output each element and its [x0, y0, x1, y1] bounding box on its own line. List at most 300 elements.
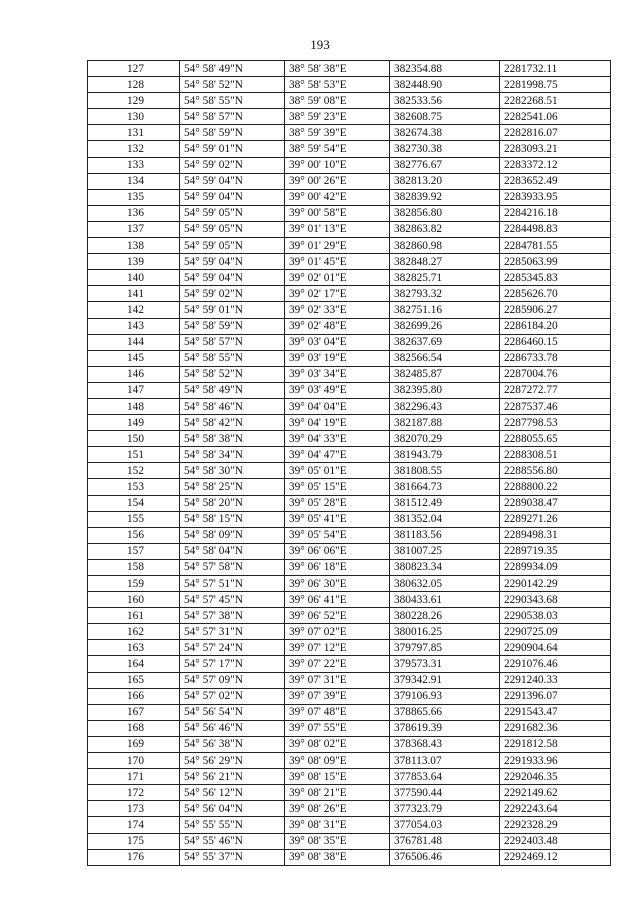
x-coordinate-cell: 378619.39 [390, 720, 500, 736]
latitude-cell: 54° 57' 09"N [180, 672, 285, 688]
y-coordinate-cell: 2290904.64 [500, 640, 611, 656]
latitude-cell: 54° 55' 46"N [180, 833, 285, 849]
point-number-cell: 159 [88, 576, 180, 592]
point-number-cell: 151 [88, 447, 180, 463]
latitude-cell: 54° 59' 05"N [180, 238, 285, 254]
x-coordinate-cell: 382187.88 [390, 415, 500, 431]
table-row [88, 753, 611, 769]
point-number-cell: 142 [88, 302, 180, 318]
latitude-cell: 54° 58' 55"N [180, 93, 285, 109]
table-row [88, 527, 611, 543]
latitude-cell: 54° 59' 04"N [180, 254, 285, 270]
x-coordinate-cell: 382848.27 [390, 254, 500, 270]
longitude-cell: 38° 59' 23"E [285, 109, 390, 125]
table-row [88, 77, 611, 93]
latitude-cell: 54° 59' 01"N [180, 302, 285, 318]
y-coordinate-cell: 2289271.26 [500, 511, 611, 527]
y-coordinate-cell: 2281998.75 [500, 77, 611, 93]
latitude-cell: 54° 58' 09"N [180, 527, 285, 543]
point-number-cell: 131 [88, 125, 180, 141]
y-coordinate-cell: 2287004.76 [500, 366, 611, 382]
table-row [88, 318, 611, 334]
point-number-cell: 150 [88, 431, 180, 447]
latitude-cell: 54° 57' 31"N [180, 624, 285, 640]
table-row [88, 463, 611, 479]
latitude-cell: 54° 58' 49"N [180, 382, 285, 398]
latitude-cell: 54° 58' 20"N [180, 495, 285, 511]
table-row [88, 769, 611, 785]
latitude-cell: 54° 59' 01"N [180, 141, 285, 157]
x-coordinate-cell: 382395.80 [390, 382, 500, 398]
y-coordinate-cell: 2284781.55 [500, 238, 611, 254]
table-row [88, 205, 611, 221]
x-coordinate-cell: 378368.43 [390, 736, 500, 752]
latitude-cell: 54° 56' 38"N [180, 736, 285, 752]
latitude-cell: 54° 57' 58"N [180, 559, 285, 575]
table-row [88, 286, 611, 302]
latitude-cell: 54° 59' 05"N [180, 205, 285, 221]
longitude-cell: 39° 04' 33"E [285, 431, 390, 447]
latitude-cell: 54° 58' 38"N [180, 431, 285, 447]
longitude-cell: 39° 05' 41"E [285, 511, 390, 527]
point-number-cell: 140 [88, 270, 180, 286]
longitude-cell: 39° 06' 41"E [285, 592, 390, 608]
point-number-cell: 144 [88, 334, 180, 350]
x-coordinate-cell: 382296.43 [390, 398, 500, 414]
latitude-cell: 54° 59' 04"N [180, 270, 285, 286]
table-row [88, 592, 611, 608]
x-coordinate-cell: 382448.90 [390, 77, 500, 93]
table-row [88, 221, 611, 237]
x-coordinate-cell: 382674.38 [390, 125, 500, 141]
longitude-cell: 39° 06' 06"E [285, 543, 390, 559]
latitude-cell: 54° 55' 37"N [180, 849, 285, 865]
y-coordinate-cell: 2287798.53 [500, 415, 611, 431]
table-row [88, 302, 611, 318]
latitude-cell: 54° 58' 25"N [180, 479, 285, 495]
x-coordinate-cell: 378113.07 [390, 753, 500, 769]
longitude-cell: 39° 02' 01"E [285, 270, 390, 286]
longitude-cell: 39° 08' 21"E [285, 785, 390, 801]
table-row [88, 704, 611, 720]
table-row [88, 93, 611, 109]
x-coordinate-cell: 382566.54 [390, 350, 500, 366]
y-coordinate-cell: 2285906.27 [500, 302, 611, 318]
table-row [88, 736, 611, 752]
longitude-cell: 38° 59' 39"E [285, 125, 390, 141]
table-row [88, 382, 611, 398]
table-row [88, 511, 611, 527]
latitude-cell: 54° 57' 24"N [180, 640, 285, 656]
longitude-cell: 39° 05' 54"E [285, 527, 390, 543]
y-coordinate-cell: 2283933.95 [500, 189, 611, 205]
y-coordinate-cell: 2287272.77 [500, 382, 611, 398]
table-row [88, 817, 611, 833]
x-coordinate-cell: 381808.55 [390, 463, 500, 479]
latitude-cell: 54° 56' 21"N [180, 769, 285, 785]
table-row [88, 720, 611, 736]
longitude-cell: 39° 07' 02"E [285, 624, 390, 640]
y-coordinate-cell: 2290725.09 [500, 624, 611, 640]
point-number-cell: 157 [88, 543, 180, 559]
longitude-cell: 38° 58' 53"E [285, 77, 390, 93]
y-coordinate-cell: 2285626.70 [500, 286, 611, 302]
longitude-cell: 39° 02' 33"E [285, 302, 390, 318]
x-coordinate-cell: 380016.25 [390, 624, 500, 640]
y-coordinate-cell: 2288308.51 [500, 447, 611, 463]
latitude-cell: 54° 58' 15"N [180, 511, 285, 527]
y-coordinate-cell: 2291076.46 [500, 656, 611, 672]
table-row [88, 350, 611, 366]
y-coordinate-cell: 2283372.12 [500, 157, 611, 173]
point-number-cell: 138 [88, 238, 180, 254]
x-coordinate-cell: 381943.79 [390, 447, 500, 463]
table-row [88, 559, 611, 575]
latitude-cell: 54° 56' 04"N [180, 801, 285, 817]
x-coordinate-cell: 382793.32 [390, 286, 500, 302]
latitude-cell: 54° 59' 02"N [180, 286, 285, 302]
point-number-cell: 145 [88, 350, 180, 366]
longitude-cell: 38° 59' 54"E [285, 141, 390, 157]
y-coordinate-cell: 2291812.58 [500, 736, 611, 752]
x-coordinate-cell: 381183.56 [390, 527, 500, 543]
y-coordinate-cell: 2291933.96 [500, 753, 611, 769]
x-coordinate-cell: 382825.71 [390, 270, 500, 286]
point-number-cell: 132 [88, 141, 180, 157]
point-number-cell: 176 [88, 849, 180, 865]
y-coordinate-cell: 2287537.46 [500, 398, 611, 414]
point-number-cell: 146 [88, 366, 180, 382]
longitude-cell: 39° 03' 34"E [285, 366, 390, 382]
longitude-cell: 39° 08' 38"E [285, 849, 390, 865]
point-number-cell: 158 [88, 559, 180, 575]
latitude-cell: 54° 58' 55"N [180, 350, 285, 366]
table-row [88, 849, 611, 865]
x-coordinate-cell: 382354.88 [390, 61, 500, 77]
y-coordinate-cell: 2285063.99 [500, 254, 611, 270]
point-number-cell: 149 [88, 415, 180, 431]
latitude-cell: 54° 59' 05"N [180, 221, 285, 237]
point-number-cell: 160 [88, 592, 180, 608]
latitude-cell: 54° 56' 29"N [180, 753, 285, 769]
latitude-cell: 54° 58' 59"N [180, 318, 285, 334]
latitude-cell: 54° 57' 17"N [180, 656, 285, 672]
longitude-cell: 39° 07' 39"E [285, 688, 390, 704]
x-coordinate-cell: 380228.26 [390, 608, 500, 624]
y-coordinate-cell: 2289934.09 [500, 559, 611, 575]
longitude-cell: 39° 00' 58"E [285, 205, 390, 221]
y-coordinate-cell: 2288556.80 [500, 463, 611, 479]
point-number-cell: 153 [88, 479, 180, 495]
y-coordinate-cell: 2291396.07 [500, 688, 611, 704]
longitude-cell: 39° 02' 17"E [285, 286, 390, 302]
y-coordinate-cell: 2290538.03 [500, 608, 611, 624]
x-coordinate-cell: 377054.03 [390, 817, 500, 833]
x-coordinate-cell: 381664.73 [390, 479, 500, 495]
y-coordinate-cell: 2291240.33 [500, 672, 611, 688]
table-row [88, 656, 611, 672]
page-number: 193 [310, 37, 330, 52]
longitude-cell: 39° 05' 15"E [285, 479, 390, 495]
x-coordinate-cell: 376506.46 [390, 849, 500, 865]
longitude-cell: 39° 04' 04"E [285, 398, 390, 414]
table-row [88, 61, 611, 77]
point-number-cell: 137 [88, 221, 180, 237]
latitude-cell: 54° 58' 57"N [180, 334, 285, 350]
longitude-cell: 39° 04' 47"E [285, 447, 390, 463]
y-coordinate-cell: 2290343.68 [500, 592, 611, 608]
x-coordinate-cell: 382699.26 [390, 318, 500, 334]
point-number-cell: 136 [88, 205, 180, 221]
longitude-cell: 39° 07' 12"E [285, 640, 390, 656]
x-coordinate-cell: 381512.49 [390, 495, 500, 511]
y-coordinate-cell: 2285345.83 [500, 270, 611, 286]
x-coordinate-cell: 376781.48 [390, 833, 500, 849]
y-coordinate-cell: 2286460.15 [500, 334, 611, 350]
y-coordinate-cell: 2292403.48 [500, 833, 611, 849]
longitude-cell: 39° 00' 10"E [285, 157, 390, 173]
table-row [88, 270, 611, 286]
latitude-cell: 54° 58' 04"N [180, 543, 285, 559]
table-row [88, 447, 611, 463]
table-row [88, 608, 611, 624]
table-row [88, 672, 611, 688]
table-row [88, 125, 611, 141]
latitude-cell: 54° 58' 42"N [180, 415, 285, 431]
latitude-cell: 54° 57' 38"N [180, 608, 285, 624]
longitude-cell: 39° 07' 31"E [285, 672, 390, 688]
y-coordinate-cell: 2282268.51 [500, 93, 611, 109]
x-coordinate-cell: 382533.56 [390, 93, 500, 109]
table-row [88, 785, 611, 801]
x-coordinate-cell: 381007.25 [390, 543, 500, 559]
table-row [88, 173, 611, 189]
y-coordinate-cell: 2289498.31 [500, 527, 611, 543]
point-number-cell: 168 [88, 720, 180, 736]
latitude-cell: 54° 59' 02"N [180, 157, 285, 173]
table-row [88, 833, 611, 849]
x-coordinate-cell: 382813.20 [390, 173, 500, 189]
point-number-cell: 156 [88, 527, 180, 543]
table-row [88, 688, 611, 704]
longitude-cell: 39° 01' 29"E [285, 238, 390, 254]
y-coordinate-cell: 2286733.78 [500, 350, 611, 366]
coordinates-table [87, 60, 611, 866]
x-coordinate-cell: 382860.98 [390, 238, 500, 254]
point-number-cell: 163 [88, 640, 180, 656]
point-number-cell: 173 [88, 801, 180, 817]
longitude-cell: 39° 03' 49"E [285, 382, 390, 398]
x-coordinate-cell: 377853.64 [390, 769, 500, 785]
y-coordinate-cell: 2292328.29 [500, 817, 611, 833]
longitude-cell: 39° 07' 55"E [285, 720, 390, 736]
x-coordinate-cell: 380433.61 [390, 592, 500, 608]
point-number-cell: 128 [88, 77, 180, 93]
x-coordinate-cell: 379797.85 [390, 640, 500, 656]
table-row [88, 624, 611, 640]
point-number-cell: 148 [88, 398, 180, 414]
x-coordinate-cell: 381352.04 [390, 511, 500, 527]
y-coordinate-cell: 2282541.06 [500, 109, 611, 125]
x-coordinate-cell: 382608.75 [390, 109, 500, 125]
x-coordinate-cell: 382070.29 [390, 431, 500, 447]
point-number-cell: 170 [88, 753, 180, 769]
y-coordinate-cell: 2292046.35 [500, 769, 611, 785]
longitude-cell: 39° 08' 31"E [285, 817, 390, 833]
longitude-cell: 39° 06' 52"E [285, 608, 390, 624]
x-coordinate-cell: 380632.05 [390, 576, 500, 592]
table-row [88, 415, 611, 431]
x-coordinate-cell: 377590.44 [390, 785, 500, 801]
latitude-cell: 54° 55' 55"N [180, 817, 285, 833]
point-number-cell: 147 [88, 382, 180, 398]
point-number-cell: 133 [88, 157, 180, 173]
table-row [88, 141, 611, 157]
latitude-cell: 54° 59' 04"N [180, 173, 285, 189]
point-number-cell: 162 [88, 624, 180, 640]
table-row [88, 366, 611, 382]
y-coordinate-cell: 2281732.11 [500, 61, 611, 77]
x-coordinate-cell: 378865.66 [390, 704, 500, 720]
point-number-cell: 152 [88, 463, 180, 479]
y-coordinate-cell: 2289719.35 [500, 543, 611, 559]
point-number-cell: 127 [88, 61, 180, 77]
longitude-cell: 39° 05' 01"E [285, 463, 390, 479]
longitude-cell: 39° 01' 45"E [285, 254, 390, 270]
longitude-cell: 39° 07' 22"E [285, 656, 390, 672]
longitude-cell: 39° 02' 48"E [285, 318, 390, 334]
longitude-cell: 38° 58' 38"E [285, 61, 390, 77]
longitude-cell: 39° 08' 15"E [285, 769, 390, 785]
latitude-cell: 54° 58' 52"N [180, 77, 285, 93]
point-number-cell: 141 [88, 286, 180, 302]
latitude-cell: 54° 58' 34"N [180, 447, 285, 463]
x-coordinate-cell: 379573.31 [390, 656, 500, 672]
latitude-cell: 54° 56' 46"N [180, 720, 285, 736]
table-row [88, 543, 611, 559]
y-coordinate-cell: 2283652.49 [500, 173, 611, 189]
point-number-cell: 171 [88, 769, 180, 785]
longitude-cell: 39° 08' 09"E [285, 753, 390, 769]
point-number-cell: 164 [88, 656, 180, 672]
latitude-cell: 54° 58' 52"N [180, 366, 285, 382]
longitude-cell: 39° 04' 19"E [285, 415, 390, 431]
y-coordinate-cell: 2286184.20 [500, 318, 611, 334]
table-row [88, 109, 611, 125]
longitude-cell: 38° 59' 08"E [285, 93, 390, 109]
latitude-cell: 54° 58' 57"N [180, 109, 285, 125]
y-coordinate-cell: 2292149.62 [500, 785, 611, 801]
x-coordinate-cell: 382730.38 [390, 141, 500, 157]
latitude-cell: 54° 59' 04"N [180, 189, 285, 205]
point-number-cell: 139 [88, 254, 180, 270]
longitude-cell: 39° 00' 42"E [285, 189, 390, 205]
latitude-cell: 54° 58' 59"N [180, 125, 285, 141]
longitude-cell: 39° 07' 48"E [285, 704, 390, 720]
point-number-cell: 175 [88, 833, 180, 849]
table-row [88, 576, 611, 592]
table-row [88, 431, 611, 447]
y-coordinate-cell: 2292243.64 [500, 801, 611, 817]
point-number-cell: 154 [88, 495, 180, 511]
point-number-cell: 165 [88, 672, 180, 688]
latitude-cell: 54° 56' 12"N [180, 785, 285, 801]
point-number-cell: 135 [88, 189, 180, 205]
x-coordinate-cell: 382856.80 [390, 205, 500, 221]
longitude-cell: 39° 08' 02"E [285, 736, 390, 752]
table-row [88, 254, 611, 270]
point-number-cell: 167 [88, 704, 180, 720]
point-number-cell: 155 [88, 511, 180, 527]
table-row [88, 157, 611, 173]
longitude-cell: 39° 00' 26"E [285, 173, 390, 189]
y-coordinate-cell: 2283093.21 [500, 141, 611, 157]
latitude-cell: 54° 57' 02"N [180, 688, 285, 704]
y-coordinate-cell: 2288055.65 [500, 431, 611, 447]
point-number-cell: 161 [88, 608, 180, 624]
point-number-cell: 143 [88, 318, 180, 334]
latitude-cell: 54° 58' 30"N [180, 463, 285, 479]
y-coordinate-cell: 2290142.29 [500, 576, 611, 592]
x-coordinate-cell: 382485.87 [390, 366, 500, 382]
latitude-cell: 54° 58' 46"N [180, 398, 285, 414]
coordinates-table-body [88, 61, 611, 866]
table-row [88, 640, 611, 656]
y-coordinate-cell: 2291682.36 [500, 720, 611, 736]
longitude-cell: 39° 03' 04"E [285, 334, 390, 350]
y-coordinate-cell: 2292469.12 [500, 849, 611, 865]
latitude-cell: 54° 58' 49"N [180, 61, 285, 77]
point-number-cell: 134 [88, 173, 180, 189]
longitude-cell: 39° 06' 18"E [285, 559, 390, 575]
longitude-cell: 39° 05' 28"E [285, 495, 390, 511]
table-row [88, 189, 611, 205]
point-number-cell: 172 [88, 785, 180, 801]
latitude-cell: 54° 56' 54"N [180, 704, 285, 720]
table-row [88, 479, 611, 495]
longitude-cell: 39° 03' 19"E [285, 350, 390, 366]
x-coordinate-cell: 382776.67 [390, 157, 500, 173]
point-number-cell: 166 [88, 688, 180, 704]
y-coordinate-cell: 2291543.47 [500, 704, 611, 720]
x-coordinate-cell: 380823.34 [390, 559, 500, 575]
latitude-cell: 54° 57' 51"N [180, 576, 285, 592]
x-coordinate-cell: 379342.91 [390, 672, 500, 688]
longitude-cell: 39° 06' 30"E [285, 576, 390, 592]
longitude-cell: 39° 08' 35"E [285, 833, 390, 849]
longitude-cell: 39° 01' 13"E [285, 221, 390, 237]
latitude-cell: 54° 57' 45"N [180, 592, 285, 608]
y-coordinate-cell: 2284216.18 [500, 205, 611, 221]
table-row [88, 801, 611, 817]
y-coordinate-cell: 2284498.83 [500, 221, 611, 237]
point-number-cell: 174 [88, 817, 180, 833]
x-coordinate-cell: 377323.79 [390, 801, 500, 817]
table-row [88, 238, 611, 254]
x-coordinate-cell: 382863.82 [390, 221, 500, 237]
table-row [88, 334, 611, 350]
x-coordinate-cell: 382751.16 [390, 302, 500, 318]
point-number-cell: 129 [88, 93, 180, 109]
x-coordinate-cell: 382839.92 [390, 189, 500, 205]
x-coordinate-cell: 379106.93 [390, 688, 500, 704]
table-row [88, 495, 611, 511]
table-row [88, 398, 611, 414]
y-coordinate-cell: 2289038.47 [500, 495, 611, 511]
point-number-cell: 130 [88, 109, 180, 125]
point-number-cell: 169 [88, 736, 180, 752]
y-coordinate-cell: 2282816.07 [500, 125, 611, 141]
